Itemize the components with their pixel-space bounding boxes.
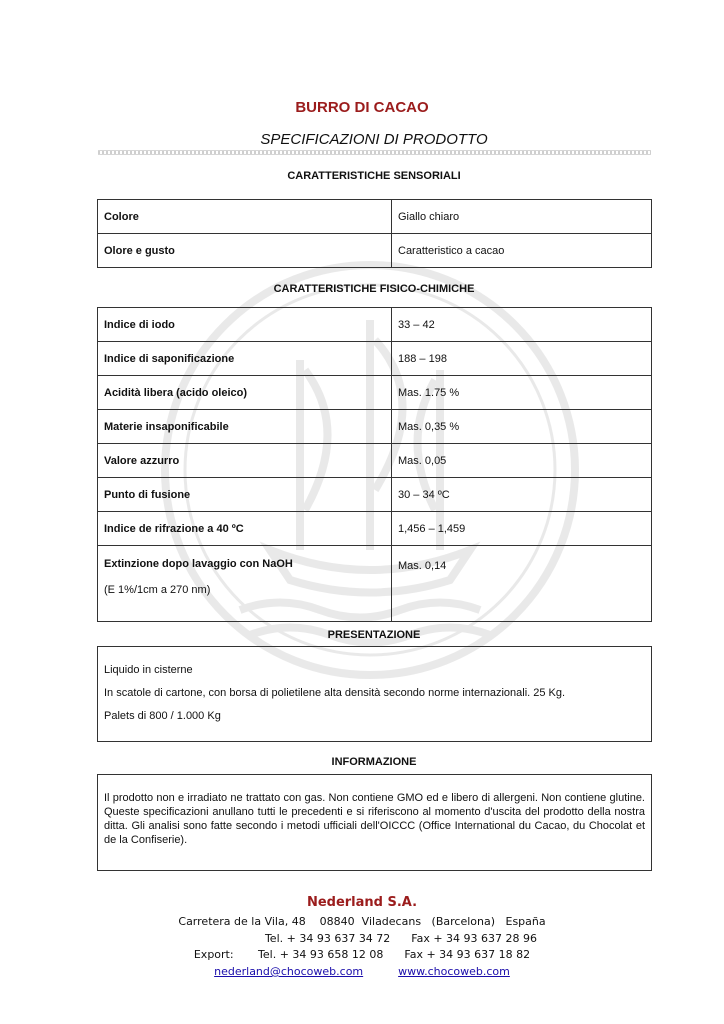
- spec-label-cell: [98, 546, 392, 622]
- spec-value: Mas. 0,14: [392, 546, 652, 622]
- document-subtitle: SPECIFICAZIONI DI PRODOTTO: [260, 131, 488, 148]
- presentation-heading: PRESENTAZIONE: [327, 629, 421, 641]
- presentation-line: Liquido in cisterne: [104, 664, 193, 676]
- information-box: [97, 774, 652, 871]
- company-export-phone: Export: Tel. + 34 93 658 12 08 Fax + 34 93 637 18 82: [193, 948, 531, 961]
- information-text: Il prodotto non e irradiato ne trattato con gas. Non contiene GMO ed e libero di allergeni. Non contiene glutine. Queste specificazioni anullano tutti le precedenti e si riferiscono al momento d'uscita del prodotto della nostra ditta. Gli analisi sono fatte secondo i metodi ufficiali dell'OICCC (Office International du Cacao, du Chocolat et de la Confiserie).: [104, 792, 645, 846]
- company-name: Nederland S.A.: [306, 895, 418, 910]
- spec-value: 33 – 42: [392, 308, 652, 342]
- document-title: BURRO DI CACAO: [295, 99, 429, 116]
- spec-value: Caratteristico a cacao: [392, 234, 652, 268]
- company-contact-links: [0, 965, 724, 978]
- table-row: [98, 308, 652, 342]
- sensorial-heading: CARATTERISTICHE SENSORIALI: [287, 170, 461, 182]
- table-row: [98, 444, 652, 478]
- spec-label: Materie insaponificabile: [98, 410, 392, 444]
- table-row: [98, 546, 652, 622]
- spec-label: Indice de rifrazione a 40 ºC: [98, 512, 392, 546]
- spec-value: 188 – 198: [392, 342, 652, 376]
- table-row: [98, 512, 652, 546]
- spec-value: Mas. 0,05: [392, 444, 652, 478]
- spec-label: Punto di fusione: [98, 478, 392, 512]
- physchem-table: [97, 307, 652, 622]
- email-link[interactable]: nederland@chocoweb.com: [214, 965, 364, 978]
- spec-label: Indice di iodo: [98, 308, 392, 342]
- table-row: [98, 478, 652, 512]
- company-phone: Tel. + 34 93 637 34 72 Fax + 34 93 637 28 96: [264, 932, 538, 945]
- decorative-divider: [98, 150, 651, 155]
- presentation-box: [97, 646, 652, 742]
- spec-label: Indice di saponificazione: [98, 342, 392, 376]
- spec-value: 1,456 – 1,459: [392, 512, 652, 546]
- spec-value: Giallo chiaro: [392, 200, 652, 234]
- presentation-line: In scatole di cartone, con borsa di polietilene alta densità secondo norme internazionali. 25 Kg.: [104, 687, 566, 699]
- website-link[interactable]: www.chocoweb.com: [398, 965, 510, 978]
- table-row: [98, 410, 652, 444]
- information-heading: INFORMAZIONE: [331, 756, 417, 768]
- spec-label: Acidità libera (acido oleico): [98, 376, 392, 410]
- table-row: [98, 200, 652, 234]
- presentation-line: Palets di 800 / 1.000 Kg: [104, 710, 221, 722]
- spec-value: 30 – 34 ºC: [392, 478, 652, 512]
- spec-label: Olore e gusto: [98, 234, 392, 268]
- table-row: [98, 376, 652, 410]
- spec-label: Extinzione dopo lavaggio con NaOH: [104, 558, 293, 570]
- sensorial-table: [97, 199, 652, 268]
- spec-value: Mas. 0,35 %: [392, 410, 652, 444]
- spec-value: Mas. 1.75 %: [392, 376, 652, 410]
- table-row: [98, 234, 652, 268]
- physchem-heading: CARATTERISTICHE FISICO-CHIMICHE: [273, 283, 475, 295]
- company-address: Carretera de la Vila, 48 08840 Viladecans (Barcelona) España: [178, 915, 546, 928]
- spec-label: Colore: [98, 200, 392, 234]
- spec-label: Valore azzurro: [98, 444, 392, 478]
- table-row: [98, 342, 652, 376]
- spec-note: (E 1%/1cm a 270 nm): [104, 584, 211, 596]
